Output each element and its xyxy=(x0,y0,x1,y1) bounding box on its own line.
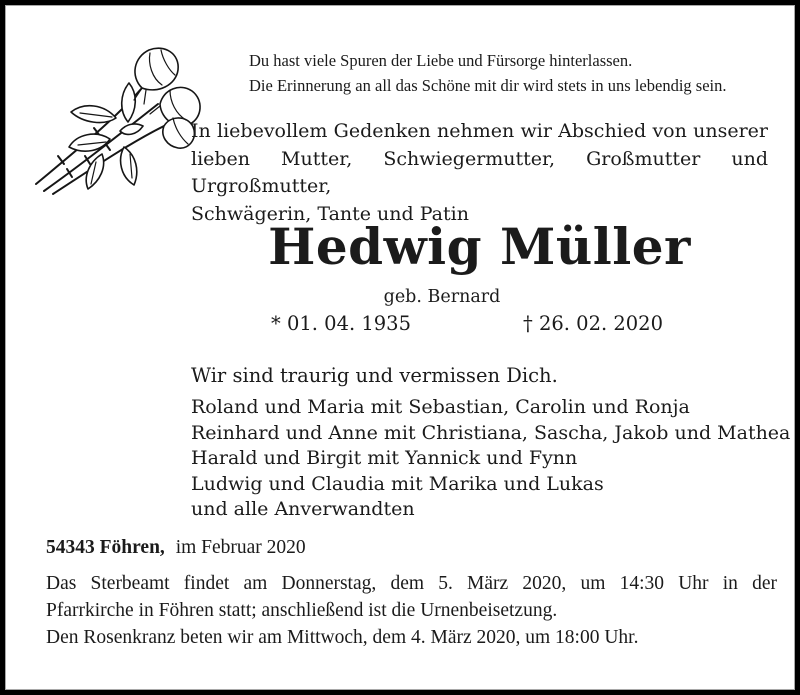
family-line: Ludwig und Claudia mit Marika und Lukas xyxy=(191,472,604,495)
intro-line-2: lieben Mutter, Schwiegermutter, Großmutter und Urgroßmutter, xyxy=(191,147,768,197)
place-date-line xyxy=(46,537,777,559)
epigraph-line-2: Die Erinnerung an all das Schöne mit dir wird stets in uns lebendig sein. xyxy=(249,76,727,95)
deceased-name: Hedwig Müller xyxy=(268,217,691,276)
intro-line-3: Schwägerin, Tante und Patin xyxy=(191,202,469,225)
family-line: Roland und Maria mit Sebastian, Carolin und Ronja xyxy=(191,396,690,418)
intro-line-1: In liebevollem Gedenken nehmen wir Abschied von unserer xyxy=(191,120,768,142)
death-date: † 26. 02. 2020 xyxy=(523,312,663,335)
birth-date: * 01. 04. 1935 xyxy=(271,312,411,335)
family-line: Harald und Birgit mit Yannick und Fynn xyxy=(191,447,578,470)
obituary-page xyxy=(5,5,795,690)
rose-bouquet-icon xyxy=(20,26,210,198)
maiden-name: geb. Bernard xyxy=(383,287,501,307)
epigraph-line-1: Du hast viele Spuren der Liebe und Fürsorge hinterlassen. xyxy=(249,51,633,70)
service-line-1: Das Sterbeamt findet am Donnerstag, dem 5. März 2020, um 14:30 Uhr in der xyxy=(46,573,777,594)
mourning-line: Wir sind traurig und vermissen Dich. xyxy=(191,364,558,387)
service-line-2: Pfarrkirche in Föhren statt; anschließend ist die Urnenbeisetzung. xyxy=(46,599,558,621)
family-line: Reinhard und Anne mit Christiana, Sascha, Jakob und Mathea xyxy=(191,421,791,444)
service-paragraph xyxy=(46,571,777,624)
rosary-line: Den Rosenkranz beten wir am Mittwoch, dem 4. März 2020, um 18:00 Uhr. xyxy=(46,627,639,648)
notice-date: im Februar 2020 xyxy=(175,537,306,558)
family-list xyxy=(191,395,791,523)
epigraph xyxy=(249,48,794,98)
place: 54343 Föhren, xyxy=(46,537,165,558)
family-line: und alle Anverwandten xyxy=(191,498,415,521)
intro-paragraph xyxy=(191,118,768,228)
life-dates xyxy=(271,312,663,335)
